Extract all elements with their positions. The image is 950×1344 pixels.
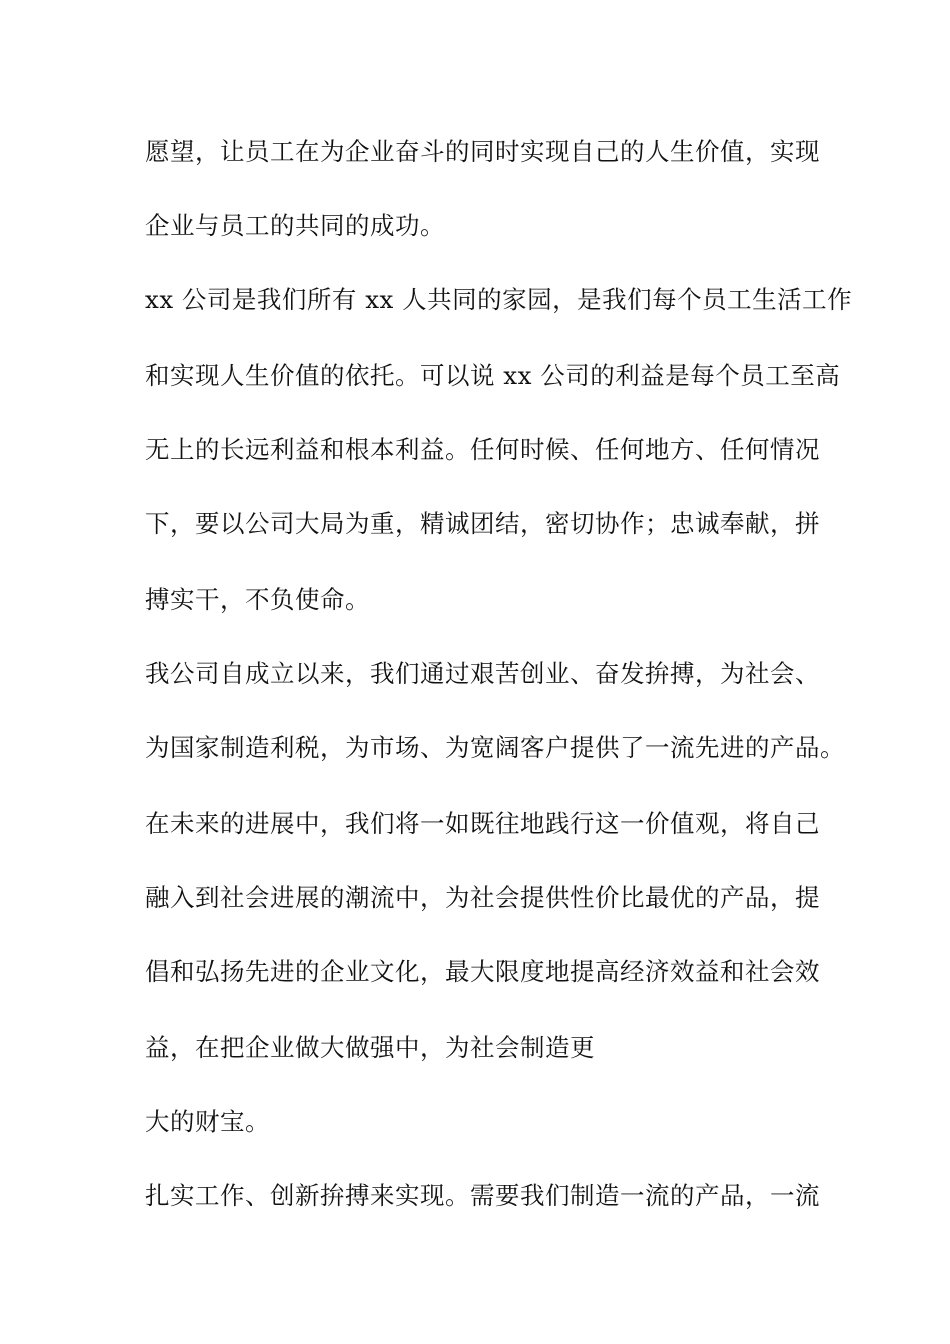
text-line: 为国家制造利税，为市场、为宽阔客户提供了一流先进的产品。 [145, 733, 845, 762]
text-line: 无上的长远利益和根本利益。任何时候、任何地方、任何情况 [145, 435, 820, 464]
text-line: 愿望，让员工在为企业奋斗的同时实现自己的人生价值，实现 [145, 137, 820, 166]
text-line: 企业与员工的共同的成功。 [145, 211, 445, 240]
text-line: 在未来的进展中，我们将一如既往地践行这一价值观，将自己 [145, 809, 820, 838]
text-line: xx 公司是我们所有 xx 人共同的家园，是我们每个员工生活工作 [145, 285, 853, 314]
text-line: 益，在把企业做大做强中，为社会制造更 [145, 1033, 595, 1062]
text-line: 大的财宝。 [145, 1107, 270, 1136]
text-line: 融入到社会进展的潮流中，为社会提供性价比最优的产品，提 [145, 883, 820, 912]
text-line: 扎实工作、创新拚搏来实现。需要我们制造一流的产品，一流 [145, 1181, 820, 1210]
text-line: 搏实干，不负使命。 [145, 585, 370, 614]
text-line: 我公司自成立以来，我们通过艰苦创业、奋发拚搏，为社会、 [145, 659, 820, 688]
text-line: 和实现人生价值的依托。可以说 xx 公司的利益是每个员工至高 [145, 361, 841, 390]
text-line: 下，要以公司大局为重，精诚团结，密切协作；忠诚奉献，拼 [145, 509, 820, 538]
text-line: 倡和弘扬先进的企业文化，最大限度地提高经济效益和社会效 [145, 957, 820, 986]
